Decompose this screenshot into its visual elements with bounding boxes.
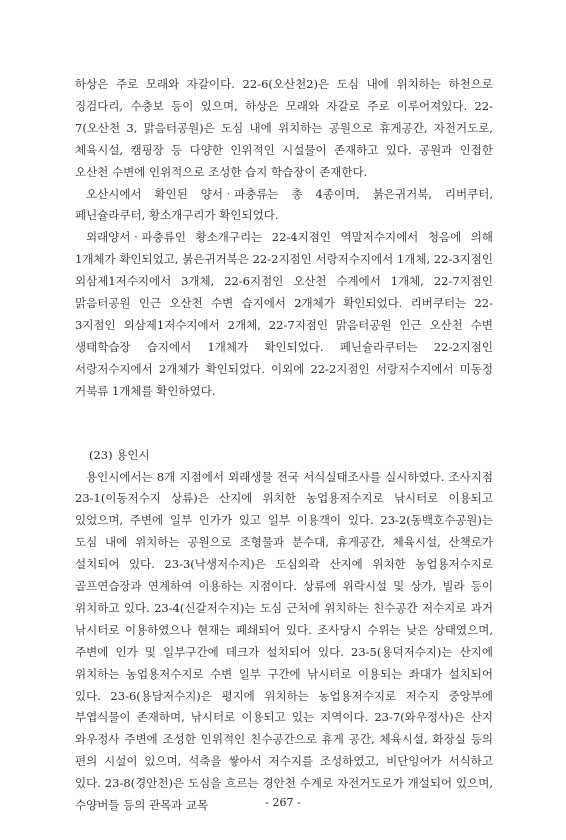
body-paragraph: 하상은 주로 모래와 자갈이다. 22-6(오산천2)은 도심 내에 위치하는 하천으로 징검다리, 수충보 등이 있으며, 하상은 모래와 자갈로 주로 이루어져있다. 22-7(오산천 3, 맑음터공원)은 도심 내에 위치하는 공원으로 휴게공간, 자전거도로, 체육시설, 캠핑장 등 다양한 인위적인 시설물이 존재하고 있다. 공원과 인접한 오산천 수변에 인위적으로 조성한 습지 학습장이 존재한다. — [75, 77, 493, 179]
section-heading: (23) 용인시 — [89, 447, 150, 462]
section-spacer — [75, 403, 493, 445]
body-paragraph: 외래양서ᆞ파충류인 황소개구리는 22-4지점인 역말저수지에서 청음에 의해 1개체가 확인되었고, 붉은귀거북은 22-2지점인 서랑저수지에서 1개체, 22-3지점인 외삼제1저수지에서 3개체, 22-6지점인 오산천 수계에서 1개체, 22-7지점인 맑음터공원 인근 오산천 수변 습지에서 2개체가 확인되었다. 리버쿠터는 22-3지점인 외삼제1저수지에서 2개체, 22-7지점인 맑음터공원 인근 오산천 수변 생태학습장 습지에서 1개체가 확인되었다. 페닌슐라쿠터는 22-2지점인 서랑저수지에서 2개체가 확인되었다. 이외에 22-2지점인 서랑저수지에서 미동정 거북류 1개체를 확인하였다. — [75, 230, 493, 398]
body-paragraph: 오산시에서 확인된 양서ᆞ파충류는 총 4종이며, 붉은귀거북, 리버쿠터, 페닌슐라쿠터, 황소개구리가 확인되었다. — [75, 186, 493, 223]
document-body — [75, 74, 493, 817]
page-number: - 267 - — [265, 796, 301, 809]
body-paragraph: 용인시에서는 8개 지점에서 외래생물 전국 서식실태조사를 실시하였다. 조사지점 23-1(이동저수지 상류)은 산지에 위치한 농업용저수지로 낚시터로 이용되고 있었으며, 주변에 일부 인가가 있고 일부 이용객이 있다. 23-2(동백호수공원)는 도심 내에 위치하는 공원으로 조형물과 분수대, 휴게공간, 체육시설, 산책로가 설치되어 있다. 23-3(낙생저수지)은 도심외곽 산지에 위치한 농업용저수지로 골프연습장과 연계하여 이용하는 지점이다. 상류에 위락시설 및 상가, 빌라 등이 위치하고 있다. 23-4(신갈저수지)는 도심 근처에 위치하는 친수공간 저수지로 과거 낚시터로 이용하였으나 현재는 폐쇄되어 있다. 조사당시 수위는 낮은 상태였으며, 주변에 인가 및 일부구간에 데크가 설치되어 있다. 23-5(용덕저수지)는 산지에 위치하는 농업용저수지로 수변 일부 구간에 낚시터로 이용되는 좌대가 설치되어 있다. 23-6(용담저수지)은 평지에 위치하는 농업용저수지로 저수지 중앙부에 부엽식물이 존재하며, 낚시터로 이용되고 있는 지역이다. 23-7(와우정사)은 산지 와우정사 주변에 조성한 인위적인 친수공간으로 휴게 공간, 체육시설, 화장실 등의 편의 시설이 있으며, 석축을 쌓아서 저수지를 조성하였고, 비단잉어가 서식하고 있다. 23-8(경안천)은 도심을 흐르는 경안천 수계로 자전거도로가 개설되어 있으며, 수양버들 등의 관목과 교목 — [75, 469, 493, 813]
